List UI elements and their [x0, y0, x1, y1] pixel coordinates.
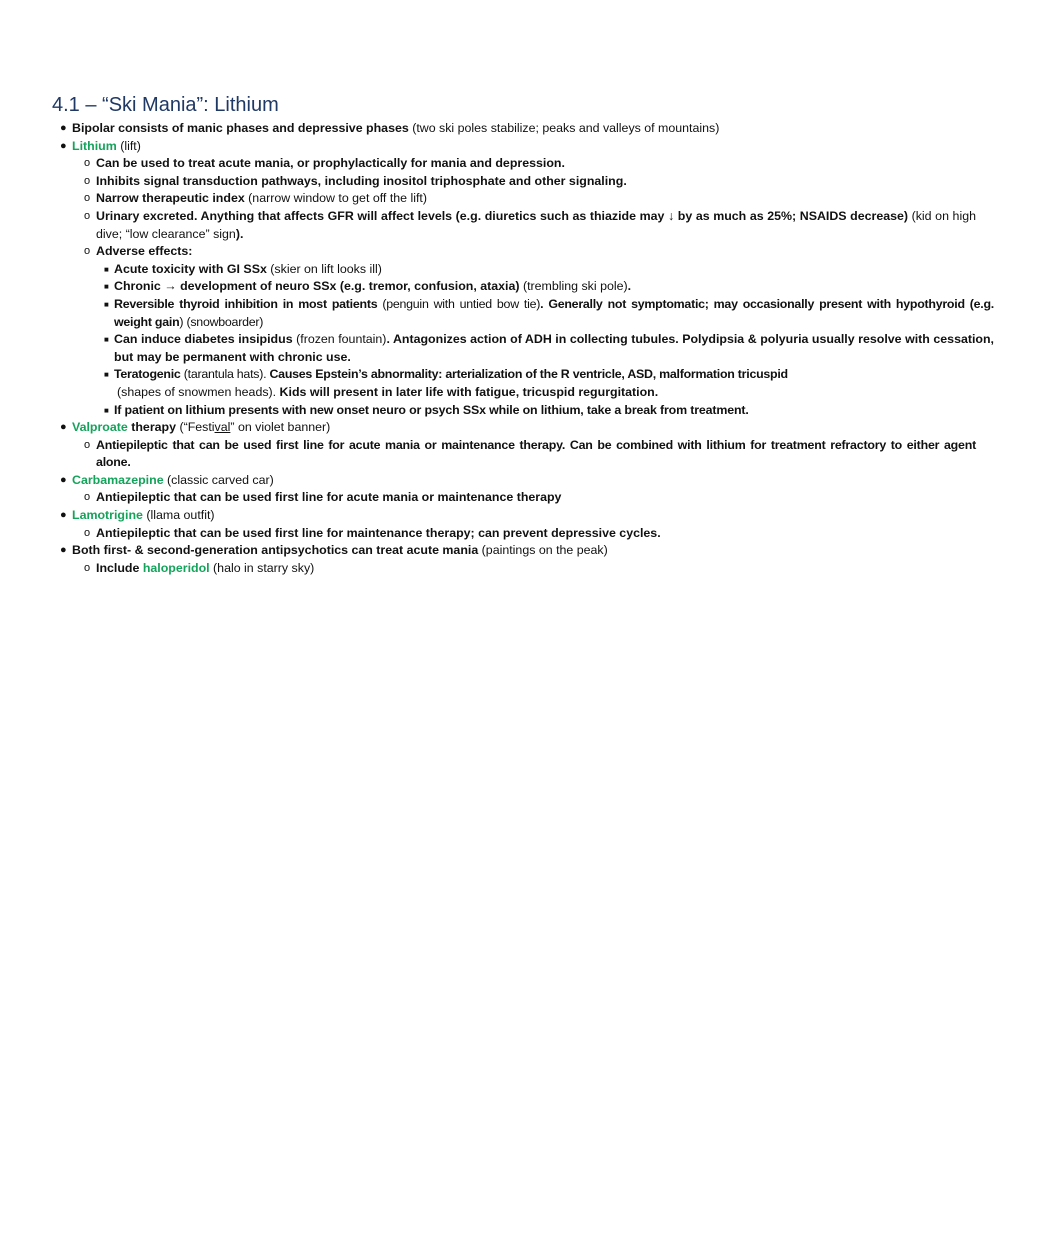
adverse-terato-note: (tarantula hats).	[180, 367, 270, 382]
bullet-circle-icon: o	[84, 192, 91, 205]
adverse-terato-text: Teratogenic	[114, 367, 181, 382]
lamotrigine-note: (llama outfit)	[142, 508, 215, 523]
bullet-circle-icon: o	[84, 157, 91, 170]
sub-item-adverse-effects	[0, 243, 1026, 261]
drug-name-carbamazepine: Carbamazepine	[72, 472, 164, 487]
adverse-di-note: (frozen fountain)	[292, 332, 387, 347]
list-item-lamotrigine	[0, 507, 1002, 525]
adverse-item-diabetes-insipidus	[0, 331, 1044, 366]
lithium-index-text: Narrow therapeutic index	[96, 191, 245, 206]
list-item-valproate	[0, 419, 1002, 437]
adverse-thyroid-note: (penguin with untied bow tie)	[377, 296, 541, 311]
bipolar-note: (two ski poles stabilize; peaks and valleys of mountains)	[408, 121, 720, 135]
adverse-chronic-note: (trembling ski pole)	[519, 279, 628, 294]
adverse-break-text: If patient on lithium presents with new onset neuro or psych SSx while on lithium, take a break from treatment.	[114, 402, 749, 417]
lithium-excretion-text: Urinary excreted. Anything that affects GFR will affect levels (e.g. diuretics such as thiazide may ↓ by as much as 25%; NSAIDS decrease)	[96, 208, 909, 223]
sub-item-lithium-mechanism	[0, 173, 1026, 191]
carbamazepine-note: (classic carved car)	[163, 472, 274, 487]
adverse-terato-text-2: Causes Epstein’s abnormality: arterialization of the R ventricle, ASD, malformation tricuspid	[269, 367, 788, 382]
lithium-mechanism-text: Inhibits signal transduction pathways, including inositol triphosphate and other signaling.	[96, 173, 627, 188]
bullet-circle-icon: o	[84, 491, 91, 504]
sub-item-lithium-excretion	[0, 208, 1026, 243]
bullet-dot-icon: ●	[60, 421, 67, 434]
valproate-note-b: ” on violet banner)	[230, 420, 331, 435]
carbamazepine-sub-text: Antiepileptic that can be used first line for acute mania or maintenance therapy	[96, 490, 562, 505]
drug-name-lithium: Lithium	[72, 138, 117, 153]
adverse-thyroid-text: Reversible thyroid inhibition in most patients	[114, 296, 378, 311]
sub-item-lamotrigine	[0, 525, 1026, 543]
list-item-bipolar	[0, 120, 1002, 138]
adverse-effects-heading: Adverse effects:	[96, 244, 193, 259]
bullet-square-icon: ■	[104, 299, 109, 309]
bipolar-text: Bipolar consists of manic phases and depressive phases	[72, 121, 409, 135]
adverse-thyroid-text-2: . Generally not symptomatic; may occasionally present with hypothyroid (e.g. weight gain	[114, 296, 994, 329]
bullet-square-icon: ■	[104, 264, 109, 274]
sub-item-valproate	[0, 437, 1026, 472]
lithium-excretion-end: ).	[235, 226, 244, 241]
lamotrigine-sub-text: Antiepileptic that can be used first line for maintenance therapy; can prevent depressive cycles.	[96, 525, 661, 540]
lithium-excretion-note: (kid on high dive; “low clearance” sign	[96, 208, 976, 241]
list-item-antipsychotics	[0, 542, 1002, 560]
adverse-item-acute	[0, 261, 1044, 279]
bullet-circle-icon: o	[84, 209, 91, 222]
adverse-chronic-text: Chronic → development of neuro SSx (e.g. tremor, confusion, ataxia)	[114, 279, 520, 294]
bullet-circle-icon: o	[84, 174, 91, 187]
bullet-circle-icon: o	[84, 526, 91, 539]
list-item-lithium	[0, 138, 1002, 156]
bullet-dot-icon: ●	[60, 122, 67, 134]
adverse-terato-note-2: (shapes of snowmen heads).	[117, 384, 280, 399]
adverse-item-thyroid	[0, 296, 1044, 331]
list-item-carbamazepine	[0, 472, 1002, 490]
adverse-item-teratogenic-cont	[0, 384, 1047, 402]
adverse-item-chronic	[0, 278, 1044, 296]
adverse-di-text: Can induce diabetes insipidus	[114, 332, 293, 347]
haloperidol-lead: Include	[96, 560, 143, 575]
drug-name-valproate: Valproate	[72, 420, 128, 435]
adverse-item-break	[0, 402, 1044, 420]
bullet-dot-icon: ●	[60, 509, 67, 522]
bullet-square-icon: ■	[104, 282, 109, 292]
drug-name-haloperidol: haloperidol	[142, 560, 210, 575]
valproate-sub-text: Antiepileptic that can be used first line for acute mania or maintenance therapy. Can be combined with lithium for treatment refractory to either agent alone.	[96, 437, 976, 470]
antipsychotics-text: Both first- & second-generation antipsychotics can treat acute mania	[72, 543, 479, 558]
section-title: 4.1 – “Ski Mania”: Lithium	[52, 94, 279, 116]
adverse-acute-text: Acute toxicity with GI SSx	[114, 261, 267, 276]
sub-item-lithium-uses	[0, 155, 1026, 173]
lithium-note: (lift)	[116, 138, 141, 153]
sub-item-haloperidol	[0, 560, 1026, 578]
adverse-terato-text-3: Kids will present in later life with fatigue, tricuspid regurgitation.	[279, 384, 659, 399]
bullet-square-icon: ■	[104, 405, 109, 415]
adverse-item-teratogenic	[0, 366, 1044, 384]
adverse-di-text-2: . Antagonizes action of ADH in collecting tubules. Polydipsia & polyuria usually resolve with cessation, but may be permanent with chronic use.	[114, 332, 994, 364]
bullet-square-icon: ■	[104, 370, 109, 380]
lithium-index-note: (narrow window to get off the lift)	[244, 191, 428, 206]
valproate-note-a: (“Festi	[176, 420, 215, 435]
sub-item-lithium-index	[0, 190, 1026, 208]
bullet-dot-icon: ●	[60, 544, 67, 557]
bullet-square-icon: ■	[104, 335, 109, 345]
drug-name-lamotrigine: Lamotrigine	[72, 508, 143, 523]
lithium-uses-text: Can be used to treat acute mania, or prophylactically for mania and depression.	[96, 156, 565, 171]
haloperidol-note: (halo in starry sky)	[209, 560, 315, 575]
bullet-dot-icon: ●	[60, 139, 67, 152]
antipsychotics-note: (paintings on the peak)	[478, 543, 608, 558]
bullet-dot-icon: ●	[60, 473, 67, 486]
bullet-circle-icon: o	[84, 561, 91, 574]
sub-item-carbamazepine	[0, 489, 1026, 507]
bullet-circle-icon: o	[84, 438, 90, 451]
valproate-note-underlined: val	[214, 420, 231, 435]
adverse-acute-note: (skier on lift looks ill)	[266, 261, 382, 276]
valproate-therapy: therapy	[127, 420, 176, 435]
notes-list	[0, 120, 994, 577]
adverse-chronic-end: .	[627, 279, 632, 294]
adverse-thyroid-note-2: ) (snowboarder)	[179, 314, 264, 329]
bullet-circle-icon: o	[84, 245, 91, 258]
